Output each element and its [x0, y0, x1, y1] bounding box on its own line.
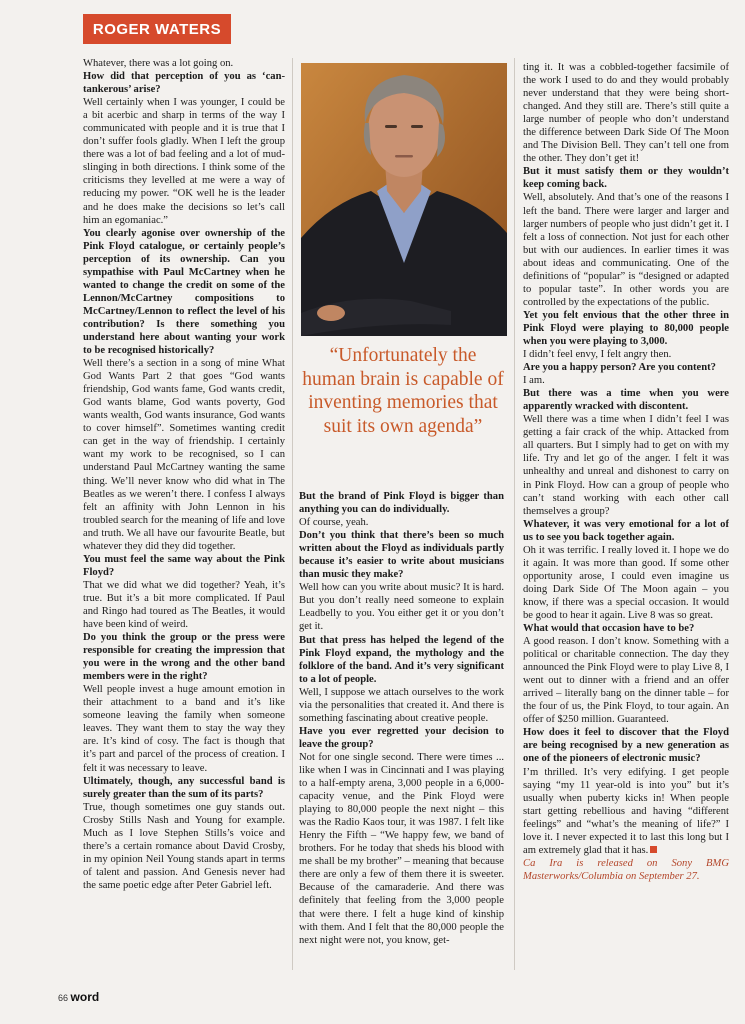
- answer: I didn’t feel envy, I felt angry then.: [523, 349, 672, 361]
- answer: Well people invest a huge amount emotion in their attachment to a band and it’s like someone leaving the family when someone leaves. They want them to stay the way they are. It’s kind of cosy. The fact is though that it’s part and parcel of the process of creation. I felt it was necessary to leave.: [83, 684, 285, 774]
- answer: Well there’s a section in a song of mine What God Wants Part 2 that goes “God wants friendship, God wants fame, God wants credit, God wants blame, God wants poverty, God wants wealth, God wants insurance, God wants to cover himself”. Sometimes wanting credit can get in the way of friendship. I certainly want my work to be recognised, so I can understand Paul McCartney wanting the same thing. We’ll never know who did what in The Beatles as we weren’t there. I confess I always felt an affinity with John Lennon in his troubled search for the meaning of life and love and truth. We all have our favourite Beatle, but whatever they did they did together.: [83, 358, 285, 552]
- answer: Of course, yeah.: [299, 517, 369, 529]
- question: Yet you felt envious that the other three in Pink Floyd were playing to 80,000 people when you were playing to 3,000.: [523, 309, 729, 347]
- column-divider: [292, 58, 293, 970]
- article-column-2: [299, 490, 504, 973]
- magazine-name: word: [70, 990, 100, 1004]
- portrait-illustration: [301, 63, 507, 336]
- answer: I am.: [523, 375, 545, 387]
- question: What would that occasion have to be?: [523, 623, 695, 635]
- release-credit: Ca Ira is released on Sony BMG Masterworks/Columbia on September 27.: [523, 857, 729, 882]
- page-footer: [58, 990, 99, 1004]
- question: You must feel the same way about the Pink Floyd?: [83, 553, 285, 578]
- answer: A good reason. I don’t know. Something with a political or charitable connection. The day they announced the Pink Floyd were to play Live 8, I went out to dinner with a friend and an offer arrived – literally bang on the dinner table – for the four of us, the Pink Floyd, to tour again. An offer of $250 million. Guaranteed.: [523, 636, 729, 726]
- question: But it must satisfy them or they wouldn’t keep coming back.: [523, 166, 729, 191]
- question: Ultimately, though, any successful band is surely greater than the sum of its parts?: [83, 775, 285, 800]
- answer: I’m thrilled. It’s very edifying. I get people saying “my 11 year-old is into you” but it’s usually when puberty kicks in! When people start getting rebellious and having “different feelings” and “what’s the meaning of life?” I love it. I never expected it to last this long but I am extremely glad that it has.: [523, 766, 729, 856]
- column-divider: [514, 58, 515, 970]
- question: Don’t you think that there’s been so much written about the Floyd as individuals partly because it’s easier to write about musicians than music they make?: [299, 530, 504, 581]
- answer: Well, I suppose we attach ourselves to the work via the personalities that created it. And there is something fascinating about creative people.: [299, 686, 504, 724]
- question: How does it feel to discover that the Floyd are being recognised by a new generation as one of the pioneers of electronic music?: [523, 727, 729, 765]
- question: But there was a time when you were apparently wracked with discontent.: [523, 388, 729, 413]
- answer: That we did what we did together? Yeah, it’s true. But it’s a bit more complicated. If Paul and Ringo had toured as The Beatles, it would have been kind of weird.: [83, 579, 285, 631]
- article-column-1: [83, 57, 285, 972]
- answer: Well, absolutely. And that’s one of the reasons I left the band. There were larger and larger and larger numbers of people who just didn’t get it. I felt a loss of connection. Not just for each other but with our audiences. In earlier times it was about ideas and communicating. One of the definitions of “popular” is “designed or adapted to popular taste”. In other words you are controlled by the expectations of the public.: [523, 192, 729, 308]
- question: But the brand of Pink Floyd is bigger than anything you can do individually.: [299, 491, 504, 516]
- question: But that press has helped the legend of the Pink Floyd expand, the mythology and the folklore of the band. And it’s very significant to a lot of people.: [299, 634, 504, 685]
- answer: Oh it was terrific. I really loved it. I hope we do it again. It was more than good. If some other opportunity arose, I could even imagine us doing Dark Side Of The Moon again – you know, if there was a special occasion. It would be good to hear it again. Live 8 was so great.: [523, 544, 729, 621]
- page-number: 66: [58, 993, 69, 1003]
- portrait-photo: [301, 63, 507, 336]
- question: How did that perception of you as ‘can-tankerous’ arise?: [83, 71, 285, 96]
- question: Are you a happy person? Are you content?: [523, 362, 716, 374]
- end-mark-icon: [650, 846, 657, 853]
- answer: True, though sometimes one guy stands out. Crosby Stills Nash and Young for example. Much as I love Stephen Stills’s voice and there’s a certain romance about David Crosby, in my opinion Neil Young stands apart in terms of talent and passion. And Genesis never had the same poetic edge after Peter Gabriel left.: [83, 801, 285, 891]
- article-column-3: [523, 61, 729, 976]
- answer: ting it. It was a cobbled-together facsimile of the work I used to do and they would probably never understand that they were being short-changed. And they still are. There’s still quite a large number of people who don’t understand the difference between Dark Side Of The Moon and The Division Bell. They can’t tell one from the other. They don’t get it!: [523, 62, 729, 165]
- question: Whatever, it was very emotional for a lot of us to see you back together again.: [523, 518, 729, 543]
- question: Have you ever regretted your decision to leave the group?: [299, 725, 504, 750]
- section-tab: ROGER WATERS: [83, 14, 231, 44]
- answer: Whatever, there was a lot going on.: [83, 58, 234, 69]
- question: Do you think the group or the press were responsible for creating the impression that you were in the wrong and the other band members were in the right?: [83, 632, 285, 683]
- answer: Not for one single second. There were times ... like when I was in Cincinnati and I was playing to a half-empty arena, 3,000 people in a 6,000-capacity venue, and the Pink Floyd were playing to 80,000 people the next night – this was the Radio Kaos tour, it was 1987. I felt like Henry the Fifth – “We happy few, we band of brothers. For he today that sheds his blood with me shall be my brother” – meaning that because there are only a few of them there it is sweeter. Because of the camaraderie. And there was definitely that feeling from the 3,000 people that were there. I felt a huge kind of kinship with them. And I felt that the 80,000 people the next night were not, you know, get-: [299, 751, 504, 946]
- pull-quote: “Unfortunately the human brain is capable of inventing memories that suit its own agenda”: [302, 345, 504, 437]
- answer: Well certainly when I was younger, I could be a bit acerbic and sharp in terms of the way I communicated with people and it is true that I don’t suffer fools gladly. When I left the group there was a lot of bad feeling and a lot of mud-slinging in both directions. I think some of the criticisms they levelled at me were a way of reducing my power. “OK well he is the leader and he does make the decisions so let’s call him an egomaniac.”: [83, 97, 285, 226]
- answer: Well there was a time when I didn’t feel I was getting a fair crack of the whip. Attacked from all quarters. But I simply had to get on with my life. Try and let go of the anger. I felt it was unhealthy and unreal and dishonest to carry on in Pink Floyd. How can a group of people who can’t stand working with each other call themselves a group?: [523, 414, 729, 517]
- question: You clearly agonise over ownership of the Pink Floyd catalogue, or certainly people’s perception of its ownership. Can you sympathise with Paul McCartney when he wanted to change the credit on some of the Lennon/McCartney compositions to McCartney/Lennon to reflect the level of his contribution? Is there something you understand here about wanting your work to be recognised historically?: [83, 227, 285, 357]
- answer: Well how can you write about music? It is hard. But you don’t really need someone to explain Leadbelly to you. You either get it or you don’t get it.: [299, 582, 504, 633]
